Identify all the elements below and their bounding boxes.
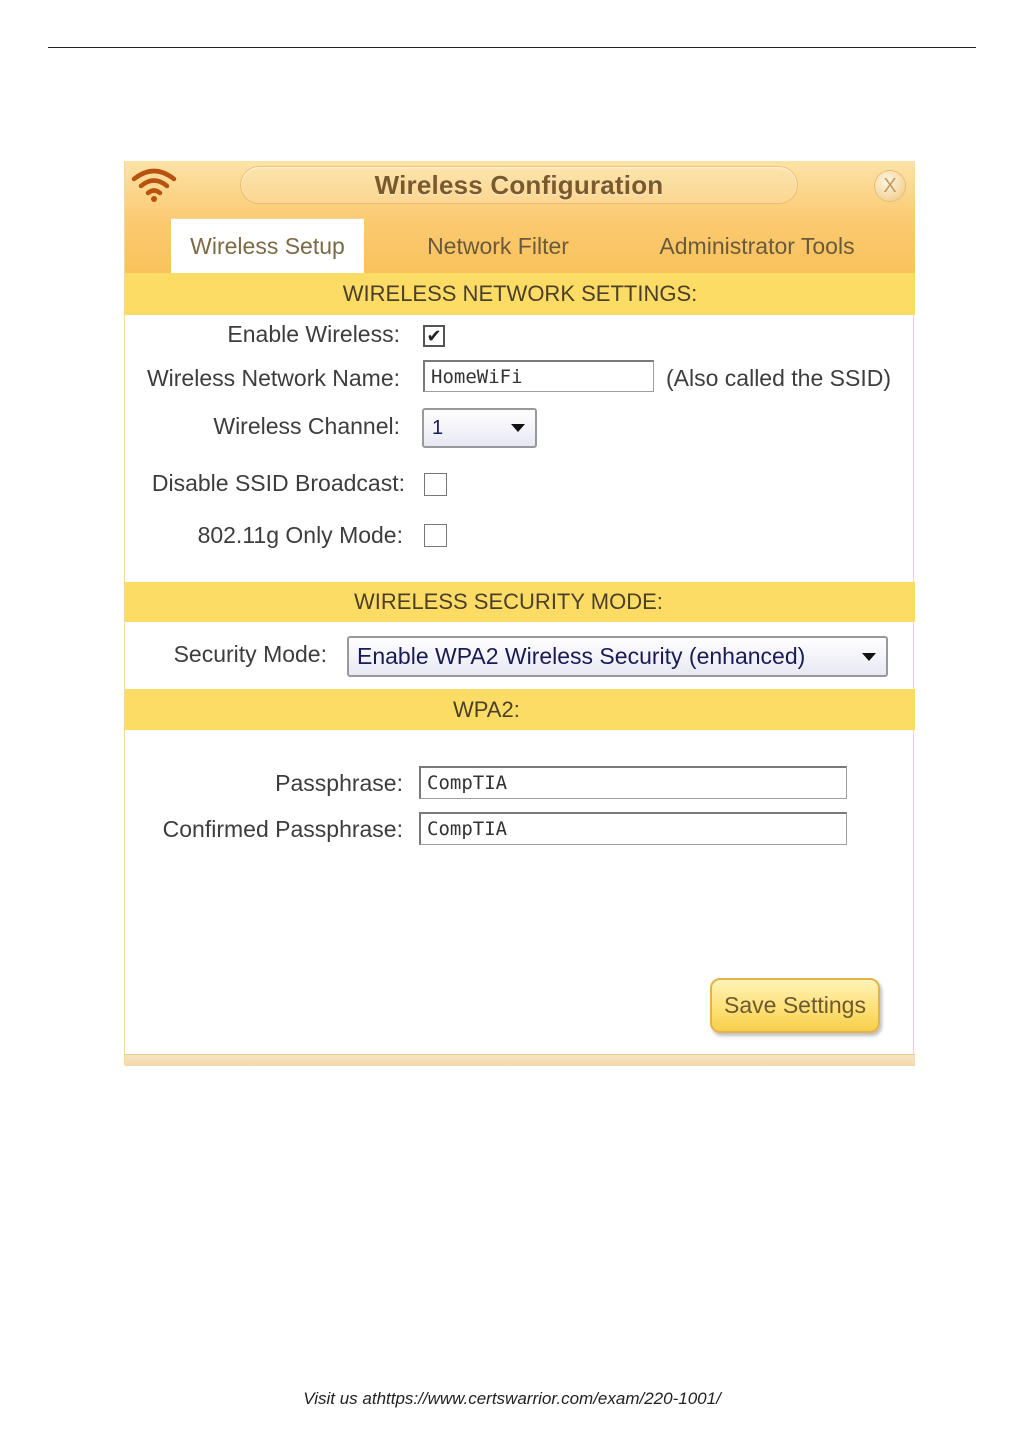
checkmark-icon: ✔ <box>426 326 442 346</box>
section-wpa2: WPA2: <box>125 689 915 730</box>
save-settings-button[interactable]: Save Settings <box>710 978 880 1033</box>
network-name-input[interactable]: HomeWiFi <box>423 360 654 392</box>
title-bar <box>125 161 915 273</box>
footer-link-text: Visit us athttps://www.certswarrior.com/exam/220-1001/ <box>303 1389 721 1408</box>
close-button[interactable] <box>875 171 905 201</box>
g-only-mode-checkbox[interactable] <box>424 524 447 547</box>
close-icon: X <box>883 174 897 197</box>
section-network-settings: WIRELESS NETWORK SETTINGS: <box>125 273 915 315</box>
wireless-channel-value: 1 <box>432 416 444 439</box>
confirm-passphrase-input[interactable]: CompTIA <box>419 812 847 845</box>
security-mode-label: Security Mode: <box>173 641 327 667</box>
disable-ssid-label: Disable SSID Broadcast: <box>151 470 405 496</box>
window-bottom-strip <box>125 1054 915 1066</box>
disable-ssid-checkbox[interactable] <box>424 473 447 496</box>
wireless-channel-select[interactable] <box>422 408 537 448</box>
network-name-label: Wireless Network Name: <box>146 365 400 391</box>
chevron-down-icon <box>511 424 525 432</box>
wifi-icon <box>129 165 179 205</box>
page-top-rule <box>48 47 976 48</box>
passphrase-label: Passphrase: <box>275 770 403 796</box>
confirm-passphrase-label: Confirmed Passphrase: <box>162 816 403 842</box>
tab-bar <box>125 219 915 273</box>
tab-network-filter[interactable]: Network Filter <box>427 232 569 259</box>
ssid-note: (Also called the SSID) <box>666 365 891 391</box>
security-mode-select[interactable] <box>347 636 888 677</box>
title-pill <box>241 167 797 203</box>
enable-wireless-label: Enable Wireless: <box>227 321 400 347</box>
security-mode-value: Enable WPA2 Wireless Security (enhanced) <box>357 643 806 669</box>
wireless-channel-label: Wireless Channel: <box>213 413 400 439</box>
enable-wireless-checkbox[interactable] <box>423 325 445 347</box>
chevron-down-icon <box>862 653 876 661</box>
tab-wireless-setup[interactable]: Wireless Setup <box>171 219 364 273</box>
window-title: Wireless Configuration <box>374 169 664 200</box>
g-only-mode-label: 802.11g Only Mode: <box>197 522 403 548</box>
section-security-mode: WIRELESS SECURITY MODE: <box>125 582 915 622</box>
passphrase-input[interactable]: CompTIA <box>419 766 847 799</box>
tab-administrator-tools[interactable]: Administrator Tools <box>659 232 855 259</box>
wireless-configuration-window <box>124 161 914 1065</box>
